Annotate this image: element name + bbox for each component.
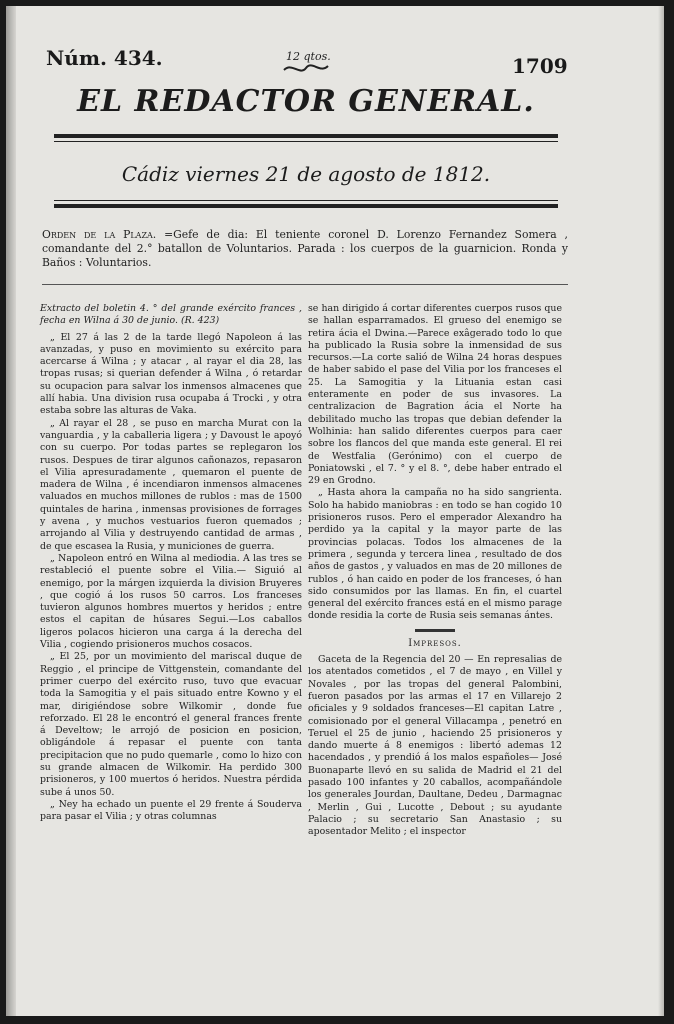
paragraph: „ Al rayar el 28 , se puso en marcha Murat con la vanguardia , y la caballeria ligera ; y Davoust le apoyó con su cuerpo. Por todas partes se replegaron los rusos. Despues de tirar algunos cañonazos, repasaron el Vilia apresuradamente , quemaron el puente de madera de Wilna , é incendiaron inmensos almacenes valuados en muchos millones de rublos : mas de 1500 quintales de harina , inmensas provisiones de forrages y avena , y muchos vestuarios fueron quemados ; arrojando al Vilia y destruyendo cantidad de armas , de que escasea la Rusia, y municiones de guerra. — [40, 417, 302, 552]
paragraph: „ El 25, por un movimiento del mariscal duque de Reggio , el principe de Vittgenstein, comandante del primer cuerpo del exército ruso, tuvo que evacuar toda la Samogitia y el pais situado entre Kowno y el mar, dirigiéndose sobre Wilkomir , donde fue reforzado. El 28 le encontró el general frances frente á Develtow; le arrojó de posicion en posicion, obligándole á repasar el puente con tanta precipitacion que no pudo quemarle , como lo hizo con su grande almacen de Wilkomir. Ha perdido 300 prisioneros, y 100 muertos ó heridos. Nuestra pérdida sube á unos 50. — [40, 651, 302, 798]
paragraph: „ Napoleon entró en Wilna al mediodia. A las tres se restableció el puente sobre el Vilia.— Siguió al enemigo, por la márgen izquierda la division Bruyeres , que cogió á los rusos 50 carros. Los franceses tuvieron algunos hombres muertos y heridos ; entre estos el capitan de húsares Segui.—Los caballos ligeros polacos hicieron una carga á la derecha del Vilia , cogiendo prisioneros muchos cosacos. — [40, 552, 302, 651]
section-separator — [415, 629, 455, 632]
orden-text: =Gefe de dia: El teniente coronel D. Lorenzo Fernandez Somera , comandante del 2.° batallon de Voluntarios. Parada : los cuerpos de la guarnicion. Ronda y Baños : Voluntarios. — [42, 228, 568, 269]
article-heading: Extracto del boletin 4. ° del grande exército frances , fecha en Wilna á 30 de junio. (R. 423) — [40, 303, 302, 327]
orden-label: Orden de la Plaza. — [42, 228, 157, 241]
page-number: 1709 — [512, 54, 568, 78]
masthead-title: EL REDACTOR GENERAL. — [77, 84, 535, 119]
paragraph: „ Hasta ahora la campaña no ha sido sangrienta. Solo ha habido maniobras : en todo se han cogido 10 prisioneros rusos. Pero el emperador Alexandro ha perdido ya la capital y la mayor parte de las provincias polacas. Todos los almacenes de la primera , segunda y tercera linea , resultado de dos años de gastos , y valuados en mas de 20 millones de rublos , ó han caido en poder de los franceses, ó han sido consumidos por las llamas. En fin, el cuartel general del exército frances está en el mismo parage donde residia la corte de Rusia seis semanas ántes. — [308, 487, 562, 622]
dateline: Cádiz viernes 21 de agosto de 1812. — [121, 162, 491, 186]
paragraph: se han dirigido á cortar diferentes cuerpos rusos que se hallan esparramados. El grueso del enemigo se retira ácia el Dwina.—Parece exâgerado todo lo que ha publicado la Rusia sobre la inmensidad de sus recursos.—La corte salió de Wilna 24 horas despues de haber sabido el pase del Vilia por los franceses el 25. La Samogitia y la Lituania estan casi enteramente en poder de sus invasores. La centralizacion de Bagration ácia el Norte ha debilitado mucho las tropas que debian defender la Wolhinia: han salido diferentes cuerpos para caer sobre los flancos del que manda este general. El rei de Westfalia (Gerónimo) con el cuerpo de Poniatowski , el 7. ° y el 8. °, debe haber entrado el 29 en Grodno. — [308, 303, 562, 487]
masthead-rule-thin — [54, 141, 558, 142]
tilde-ornament-icon — [282, 62, 330, 74]
newspaper-page — [6, 6, 664, 1016]
section-title: Impresos. — [408, 637, 462, 649]
paragraph: „ El 27 á las 2 de la tarde llegó Napoleon á las avanzadas, y puso en movimiento su exército para acercarse á Wilna ; y atacar , al rayar el dia 28, las tropas rusas; si querian defender á Wilna , ó retardar su ocupacion para salvar los inmensos almacenes que allí habia. Una division rusa ocupaba á Trocki , y otra estaba sobre las alturas de Vaka. — [40, 331, 302, 417]
dateline-rule-thin — [54, 200, 558, 201]
page-right-edge — [658, 6, 664, 1016]
orden-de-la-plaza — [42, 228, 568, 270]
paragraph: Gaceta de la Regencia del 20 — En represalias de los atentados cometidos , el 7 de mayo , en Villel y Novales , por las tropas del general Palombini, fueron pasados por las armas el 17 en Villarejo 2 oficiales y 9 soldados franceses—El capitan Latre , comisionado por el general Villacampa , penetró en Teruel el 25 de junio , haciendo 25 prisioneros y dando muerte á 8 enemigos : libertó ademas 12 hacendados , y prendió á los malos españoles— José Buonaparte llevó en su salida de Madrid el 21 del pasado 100 infantes y 20 caballos, acompañándole los generales Jourdan, Daultane, Dedeu , Darmagnac , Merlin , Gui , Lucotte , Debout ; su ayudante Palacio ; su secretario San Anastasio ; su aposentador Melito ; el inspector — [308, 654, 562, 838]
price-note: 12 qtos. — [286, 50, 331, 63]
page-left-edge-shadow — [6, 6, 16, 1016]
left-column — [40, 303, 302, 823]
dateline-rule-thick — [54, 204, 558, 208]
paragraph: „ Ney ha echado un puente el 29 frente á Souderva para pasar el Vilia ; y otras columnas — [40, 798, 302, 823]
issue-number: Núm. 434. — [46, 46, 163, 70]
section-divider — [42, 284, 568, 285]
masthead-rule-thick — [54, 134, 558, 138]
right-column — [308, 303, 562, 838]
